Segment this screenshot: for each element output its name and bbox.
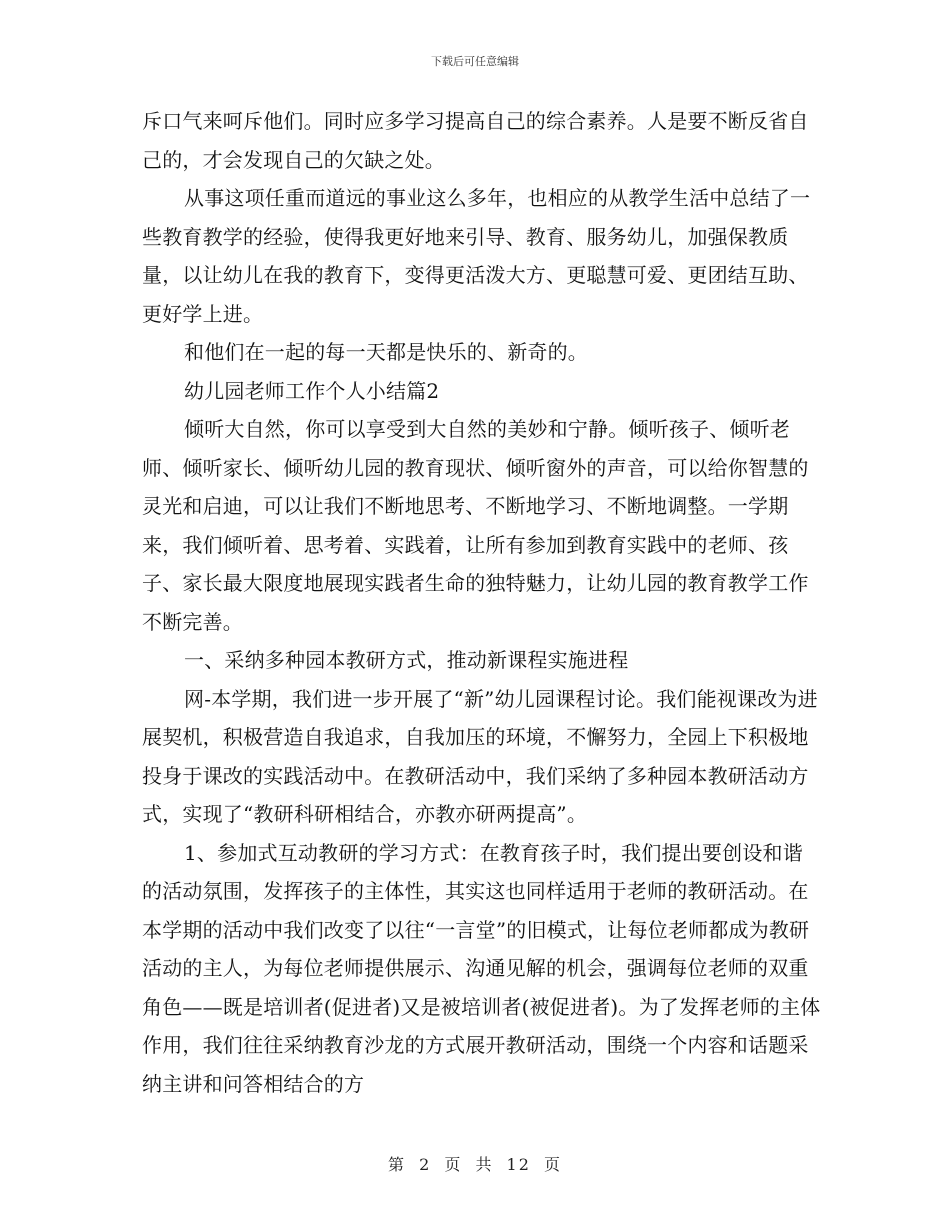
document-body bbox=[142, 102, 822, 1103]
paragraph-continuation: 斥口气来呵斥他们。同时应多学习提高自己的综合素养。人是要不断反省自己的，才会发现自己的欠缺之处。 bbox=[142, 109, 809, 172]
subsection-heading: 一、采纳多种园本教研方式，推动新课程实施进程 bbox=[184, 648, 629, 672]
paragraph-happy-days: 和他们在一起的每一天都是快乐的、新奇的。 bbox=[184, 340, 588, 364]
page-header-note: 下载后可任意编辑 bbox=[431, 55, 519, 68]
paragraph-interactive-research: 1、参加式互动教研的学习方式：在教育孩子时，我们提出要创设和谐的活动氛围，发挥孩子的主体性，其实这也同样适用于老师的教研活动。在本学期的活动中我们改变了以往“一言堂”的旧模式，让每位老师都成为教研活动的主人，为每位老师提供展示、沟通见解的机会，强调每位老师的双重角色——既是培训者(促进者)又是被培训者(被促进者)。为了发挥老师的主体作用，我们往往采纳教育沙龙的方式展开教研活动，围绕一个内容和话题采纳主讲和问答相结合的方 bbox=[142, 840, 821, 1096]
section-title: 幼儿园老师工作个人小结篇2 bbox=[184, 378, 440, 403]
paragraph-listening: 倾听大自然，你可以享受到大自然的美妙和宁静。倾听孩子、倾听老师、倾听家长、倾听幼儿园的教育现状、倾听窗外的声音，可以给你智慧的灵光和启迪，可以让我们不断地思考、不断地学习、不断地调整。一学期来，我们倾听着、思考着、实践着，让所有参加到教育实践中的老师、孩子、家长最大限度地展现实践者生命的独特魅力，让幼儿园的教育教学工作不断完善。 bbox=[142, 417, 809, 634]
paragraph-experience: 从事这项任重而道远的事业这么多年，也相应的从教学生活中总结了一些教育教学的经验，使得我更好地来引导、教育、服务幼儿，加强保教质量，以让幼儿在我的教育下，变得更活泼大方、更聪慧可爱、更团结互助、更好学上进。 bbox=[142, 186, 811, 326]
paragraph-curriculum: 网-本学期，我们进一步开展了“新”幼儿园课程讨论。我们能视课改为进展契机，积极营造自我追求，自我加压的环境，不懈努力，全园上下积极地投身于课改的实践活动中。在教研活动中，我们采纳了多种园本教研活动方式，实现了“教研科研相结合，亦教亦研两提高”。 bbox=[142, 686, 818, 826]
page-number-footer: 第 2 页 共 12 页 bbox=[388, 1155, 562, 1174]
